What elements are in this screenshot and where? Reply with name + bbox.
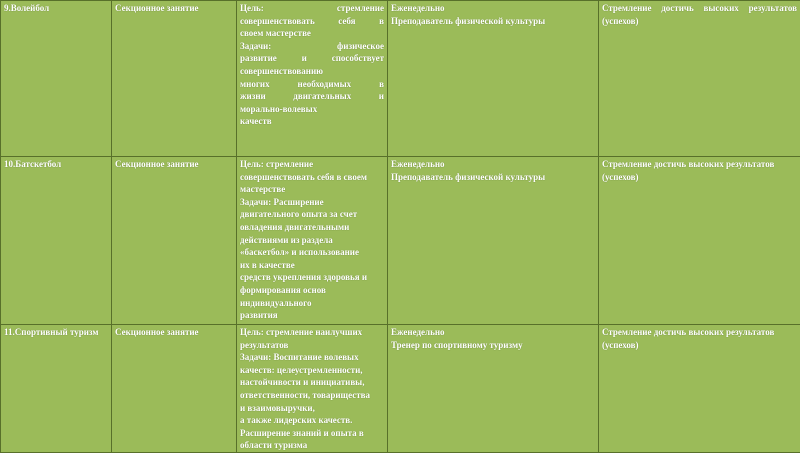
goal-line: Цель: стремление наилучших xyxy=(240,326,384,339)
activity-name: 9.Волейбол xyxy=(4,3,49,13)
goal-line: средств укрепления здоровья и xyxy=(240,271,384,284)
goal-line: своем мастерстве xyxy=(240,27,384,40)
table-row xyxy=(1,1,800,157)
activity-result: Стремление достичь высоких результатов (успехов) xyxy=(602,159,774,182)
goal-line: многих необходимых в xyxy=(240,78,384,91)
activity-result-cell xyxy=(599,325,800,453)
goal-line: совершенствованию xyxy=(240,65,384,78)
goal-line: Задачи: физическое xyxy=(240,40,384,53)
activity-type-cell xyxy=(112,325,237,453)
goal-line: жизни двигательных и xyxy=(240,90,384,103)
activity-name: 11.Спортивный туризм xyxy=(4,327,99,337)
activity-frequency: Еженедельно xyxy=(391,326,595,339)
activity-result: Стремление достичь высоких результатов (успехов) xyxy=(602,3,797,26)
activity-name-cell xyxy=(1,1,112,157)
activity-type-cell xyxy=(112,1,237,157)
activity-name: 10.Батскетбол xyxy=(4,159,61,169)
activity-teacher: Тренер по спортивному туризму xyxy=(391,339,595,352)
activity-teacher: Преподаватель физической культуры xyxy=(391,171,595,184)
goal-line: овладения двигательными xyxy=(240,221,384,234)
goal-line: настойчивости и инициативы, xyxy=(240,376,384,389)
activity-result: Стремление достичь высоких результатов (успехов) xyxy=(602,327,774,350)
goal-line: действиями из раздела xyxy=(240,234,384,247)
activity-name-cell xyxy=(1,157,112,325)
activity-frequency: Еженедельно xyxy=(391,158,595,171)
goal-line: двигательного опыта за счет xyxy=(240,208,384,221)
activity-type: Секционное занятие xyxy=(115,3,199,13)
goal-line: Задачи: Воспитание волевых xyxy=(240,351,384,364)
activity-type: Секционное занятие xyxy=(115,159,199,169)
activity-schedule-cell xyxy=(388,1,599,157)
activity-teacher: Преподаватель физической культуры xyxy=(391,15,595,28)
goal-line: и взаимовыручки, xyxy=(240,402,384,415)
goal-line: ответственности, товарищества xyxy=(240,389,384,402)
activity-goals-cell xyxy=(237,325,388,453)
goal-line: их в качестве xyxy=(240,259,384,272)
activity-schedule-cell xyxy=(388,325,599,453)
goal-line: качеств xyxy=(240,115,384,128)
goal-line: «баскетбол» и использование xyxy=(240,246,384,259)
activity-frequency: Еженедельно xyxy=(391,2,595,15)
activity-name-cell xyxy=(1,325,112,453)
goal-line: развитие и способствует xyxy=(240,52,384,65)
goal-line: Задачи: Расширение xyxy=(240,196,384,209)
goal-line: результатов xyxy=(240,339,384,352)
goal-line: мастерстве xyxy=(240,183,384,196)
goal-line: Цель: стремление xyxy=(240,158,384,171)
activity-goals-cell xyxy=(237,157,388,325)
goal-line: индивидуального xyxy=(240,297,384,310)
goal-line: морально-волевых xyxy=(240,103,384,116)
goal-line: совершенствовать себя в своем xyxy=(240,171,384,184)
activity-type-cell xyxy=(112,157,237,325)
activity-type: Секционное занятие xyxy=(115,327,199,337)
activity-result-cell xyxy=(599,157,800,325)
goal-line: а также лидерских качеств. xyxy=(240,414,384,427)
activity-result-cell xyxy=(599,1,800,157)
table-row xyxy=(1,157,800,325)
goal-line: Расширение знаний и опыта в xyxy=(240,427,384,440)
goal-line: развития xyxy=(240,309,384,322)
goal-line: Цель: стремление xyxy=(240,2,384,15)
goal-line: совершенствовать себя в xyxy=(240,15,384,28)
goal-line: области туризма xyxy=(240,439,384,452)
goal-line: качеств: целеустремленности, xyxy=(240,364,384,377)
goal-line: формирования основ xyxy=(240,284,384,297)
table-row xyxy=(1,325,800,453)
activity-schedule-cell xyxy=(388,157,599,325)
activity-goals-cell xyxy=(237,1,388,157)
